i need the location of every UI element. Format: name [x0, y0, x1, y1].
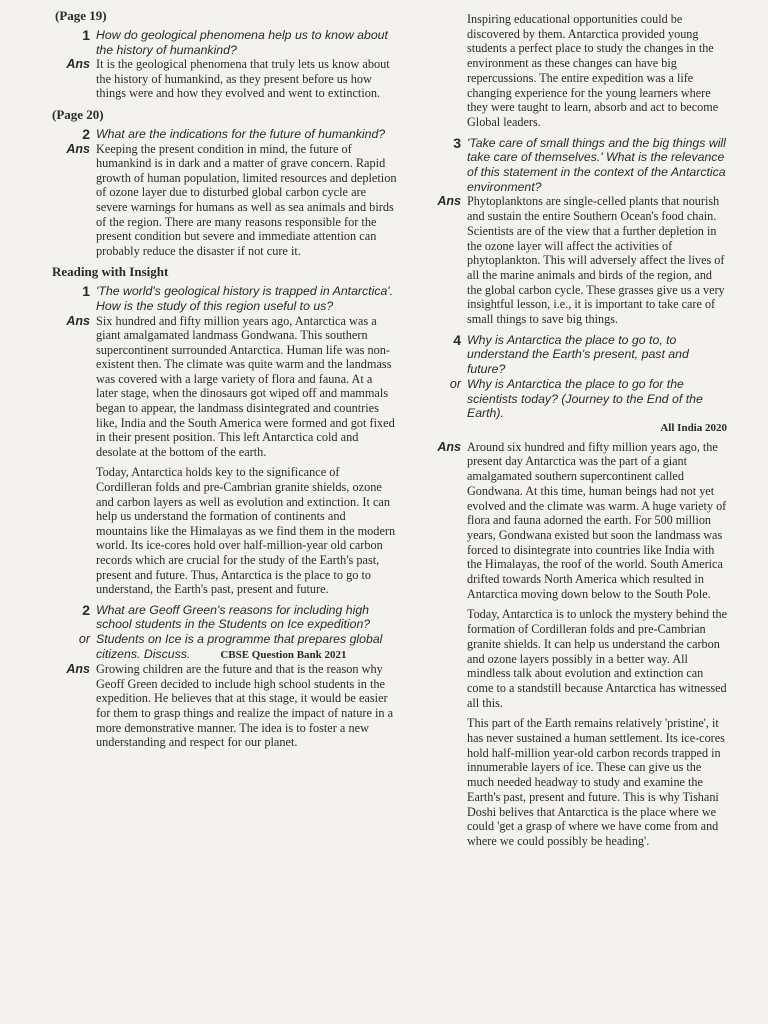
answer-paragraph: Around six hundred and fifty million years ago, the present day Antarctica was the part of a giant amalgamated southern supercontinent called Gondwana. At this time, human beings had not yet evolved and the climate was warm. A huge variety of flora and fauna adorned the earth. For 500 million years, Gondwana existed but soon the landmass was forced to disintegrate into countries like India with the Himalayas, the roof of the world. South America drifted towards North America which resulted in Antarctica moving down below to the South Pole.	[467, 439, 727, 601]
answer-label: Ans	[437, 194, 461, 209]
section-heading: Reading with Insight	[52, 264, 169, 280]
question-number: 2	[82, 125, 90, 142]
reading-question-4	[427, 333, 727, 377]
question-text: What are Geoff Green's reasons for including high school students in the Students on Ice expedition?	[96, 602, 371, 632]
question-number: 3	[453, 134, 461, 151]
answer-paragraph: This part of the Earth remains relatively 'pristine', it has never sustained a human settlement. Its ice-cores hold half-million year-old carbon records trapped in innumerable layers of ice. These can give us the much needed headway to study and examine the Earth's past, present and future. This is why Tishani Doshi belives that Antarctica is the place where we could 'get a grasp of where we have come from and where we could possibly be heading'.	[467, 716, 725, 848]
reading-question-2	[52, 603, 397, 632]
question-text: Why is Antarctica the place to go to, to understand the Earth's present, past and future?	[467, 332, 689, 377]
answer-text: Growing children are the future and that is the reason why Geoff Green decided to include high school students in the expedition. He believes that at this stage, it would be easier for them to grasp things and realize the impact of nature in a more demonstrative manner. The idea is to foster a new understanding and respect for our planet.	[96, 662, 394, 750]
answer-2	[52, 142, 397, 259]
page-label-20: (Page 20)	[52, 106, 104, 122]
answer-label: Ans	[66, 141, 90, 156]
question-text: How do geological phenomena help us to know about the history of humankind?	[96, 28, 388, 57]
right-column	[427, 8, 727, 1024]
answer-label: Ans	[437, 439, 461, 454]
reading-answer-2	[52, 662, 397, 750]
answer-label: Ans	[66, 57, 90, 72]
question-1	[52, 28, 397, 57]
question-source: All India 2020	[660, 421, 727, 434]
left-column	[52, 8, 397, 1024]
reading-answer-3	[427, 194, 727, 326]
answer-1	[52, 57, 397, 101]
question-source: CBSE Question Bank 2021	[220, 648, 347, 661]
question-number: 1	[82, 283, 90, 300]
answer-label: Ans	[66, 313, 90, 328]
answer-paragraph: Six hundred and fifty million years ago, Antarctica was a giant amalgamated landmass Gondwana. This southern supercontinent surrounded Antarctica. Human life was non-existent then. The climate was quite warm and the landmass was covered with a large variety of flora and fauna. At a later stage, when the dinosaurs got wiped off and mammals began to appear, the landmass disintegrated and countries like, India and the South America were formed and got fixed in their present position. This left Antarctica cold and desolate at the bottom of the earth.	[96, 313, 395, 459]
answer-text: It is the geological phenomena that truly lets us know about the history of humankind, as they present before us how things were and how they evolved and went to extinction.	[96, 57, 390, 101]
or-label: or	[78, 631, 90, 646]
answer-label: Ans	[66, 662, 90, 677]
answer-text: Keeping the present condition in mind, the future of humankind is in dark and a matter of grave concern. Rapid growth of human population, limited resources and depletion of ozone layer due to disturbed global carbon cycle are severe warnings for humans as well as sea animals and birds of the region. There are many reasons responsible for the present condition but severe and immediate attention can probably reduce the disaster if not cure it.	[96, 141, 397, 258]
page-label-19: (Page 19)	[55, 8, 107, 23]
answer-text: Phytoplanktons are single-celled plants that nourish and sustain the entire Southern Ocean's food chain. Scientists are of the view that a further depletion in the ozone layer will affect the activities of phytoplankton. This will adversely affect the lives of all the marine animals and birds of the region, and the global carbon cycle. These grasses give us a very insightful lesson, i.e., it is important to take care of small things to save big things.	[467, 194, 725, 327]
answer-paragraph: Today, Antarctica holds key to the significance of Cordilleran folds and pre-Cambrian granite shields, ozone and carbon layers as well as evolution and extinction. It can help us understand the formation of continents and mountains like the Himalayas as we find them in the modern world. Its ice-cores hold over half-million-year old carbon records which are crucial for the study of the Earth's past, present and future. Thus, Antarctica is the place to go to understand, the Earth's past, present and future.	[96, 465, 396, 597]
answer-continuation	[427, 12, 727, 130]
alt-question-4	[427, 377, 727, 436]
question-text: Why is Antarctica the place to go for the scientists today? (Journey to the End of the Earth).	[467, 376, 703, 421]
answer-paragraph: Today, Antarctica is to unlock the mystery behind the formation of Cordilleran folds and pre-Cambrian granite shields. It can help us understand the carbon and ozone layers possibly in a better way. All mindless talk about evolution and extinction can come to a standstill because Antarctica has witnessed all this.	[467, 607, 727, 710]
reading-answer-4	[427, 440, 727, 849]
question-number: 2	[82, 601, 90, 618]
question-text: 'The world's geological history is trapped in Antarctica'. How is the study of this region useful to us?	[96, 284, 394, 313]
answer-text: Inspiring educational opportunities could be discovered by them. Antarctica provided young students a perfect place to study the changes in the environment as these changes can have big repercussions. The entire expedition was a life changing experience for the young learners where they were taught to learn, absorb and act to become Global leaders.	[467, 12, 719, 129]
or-label: or	[449, 376, 461, 391]
question-number: 1	[82, 27, 90, 43]
question-text: What are the indications for the future of humankind?	[96, 126, 386, 141]
alt-question-2	[52, 632, 397, 662]
question-number: 4	[453, 331, 461, 348]
reading-question-1	[52, 284, 397, 313]
reading-question-3	[427, 136, 727, 195]
reading-answer-1	[52, 314, 397, 597]
question-text: 'Take care of small things and the big things will take care of themselves.' What is the relevance of this statement in the context of the Antarctica environment?	[467, 135, 726, 194]
question-2	[52, 127, 397, 142]
question-text: Students on Ice is a programme that prepares global citizens. Discuss.	[96, 631, 383, 661]
